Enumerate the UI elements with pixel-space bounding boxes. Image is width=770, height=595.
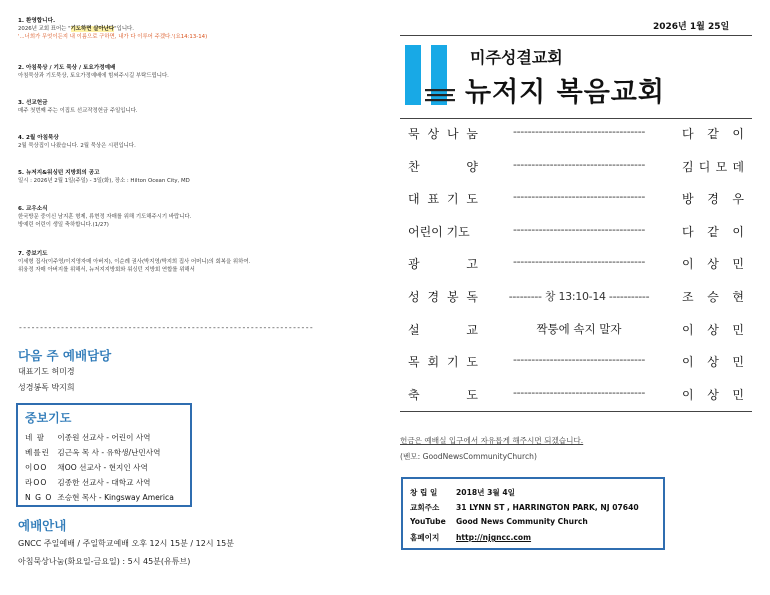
text-run: 위융정 자매 아버지를 위해서, 뉴저지지방회와 워싱턴 지방회 연합를 위해서 [18,267,195,273]
info-key: YouTube [410,517,446,526]
announcement-title: 7. 중보기도 [18,251,48,257]
info-key: 창 립 일 [410,488,438,497]
order-top-rule [400,118,752,119]
intercession-row [25,447,160,458]
info-row-address [410,502,639,513]
order-row [400,220,752,246]
text-run: "입니다. [114,26,134,32]
announcement-item [18,134,348,150]
order-dotted-leader: ------------------------------------ [512,222,646,236]
announcement-text [18,266,348,274]
sermon-title: 짝퉁에 속지 말자 [536,321,622,336]
announcement-text [18,142,348,150]
order-person: 이 상 민 [682,257,744,272]
section-divider: ---------------------------------------------------------------------- [18,323,314,332]
worship-info-line: 아침묵상나눔(화요일-금요일) : 5시 45분(유튜브) [18,557,191,566]
next-week-line: 성경봉독 박지희 [18,383,75,392]
intercession-text: 김근옥 목 사 - 유학생/난민사역 [57,448,161,457]
announcement-text [18,107,348,115]
info-row-founded [410,487,515,498]
order-person: 이 상 민 [682,387,744,402]
order-dotted-leader: ------------------------------------ [512,190,646,204]
church-info-box [401,477,665,550]
order-role: 묵 상 나 눔 [408,127,478,141]
order-row [400,187,752,213]
order-person: 이 상 민 [682,322,744,337]
order-role: 성 경 봉 독 [408,290,478,304]
order-dotted-leader: ------------------------------------ [512,385,646,399]
order-dotted-leader: ------------------------------------ [512,255,646,269]
offering-note: 헌금은 예배실 입구에서 자유롭게 해주시면 되겠습니다. [400,436,584,445]
order-role: 광 고 [408,257,478,272]
info-row-youtube [410,517,588,526]
text-run: 2월 묵상집이 나왔습니다. 2월 묵상은 시편입니다. [18,143,136,149]
text-run: 일시 : 2026년 2월 1일(주일) - 3일(화), 장소 : Hilton Ocean City, MD [18,178,190,184]
bulletin-date: 2026년 1월 25일 [653,22,730,32]
announcement-item [18,169,348,185]
intercession-box [16,403,192,507]
intercession-row [25,462,148,473]
text-run: 아침묵상과 기도묵상, 토요가정예배에 힘써주시길 부탁드립니다. [18,73,169,79]
intercession-region: 라OO [25,478,48,487]
announcement-title: 1. 환영합니다. [18,18,56,24]
announcement-text [18,213,348,221]
order-person: 방 경 우 [682,192,744,207]
announcement-title: 4. 2월 아침묵상 [18,135,59,141]
order-role: 설 교 [408,322,478,337]
intercession-text: 김종한 선교사 - 대학교 사역 [57,478,151,487]
intercession-text: 채OO 선교사 - 현지인 사역 [57,463,148,472]
header-rule [400,35,752,36]
order-role: 축 도 [408,387,478,402]
announcement-text [18,72,348,80]
church-name: 뉴저지 복음교회 [465,77,665,108]
order-row [400,318,752,344]
info-key: 홈페이지 [410,533,440,542]
order-row [400,383,752,409]
order-row [400,155,752,181]
intercession-text: 이종원 선교사 - 어린이 사역 [57,433,151,442]
church-motto: 기도하면 살아난다 [70,26,115,32]
next-week-title: 다음 주 예배담당 [18,348,112,363]
order-bottom-rule [400,411,752,412]
text-run: 이세형 집사(이주영/이지영자매 아버지), 이순례 권사(박지영/박지희 집사 어머니)의 회복을 위하여. [18,259,251,265]
announcement-title: 6. 교우소식 [18,206,48,212]
worship-info-title: 예배안내 [18,518,67,533]
order-dotted-leader: ------------------------------------ [512,125,646,138]
order-role: 찬 양 [408,159,478,174]
intercession-row [25,477,151,488]
info-value: 31 LYNN ST , HARRINGTON PARK, NJ 07640 [456,503,639,512]
order-person: 다 같 이 [682,127,744,141]
worship-info-line: GNCC 주일예배 / 주일학교예배 오후 12시 15분 / 12시 15분 [18,539,234,548]
order-person: 조 승 현 [682,290,744,304]
order-role: 목 회 기 도 [408,355,478,370]
announcement-item [18,205,348,229]
announcement-item [18,64,348,80]
order-person: 다 같 이 [682,224,744,239]
order-person: 김 디 모 데 [682,159,744,174]
announcement-text [18,177,348,185]
text-run: 매주 첫번째 주는 이집트 선교작정헌금 주일입니다. [18,108,138,114]
intercession-region: N G O [25,493,53,502]
info-key: 교회주소 [410,503,440,512]
intercession-row [25,432,151,443]
info-value: Good News Community Church [456,517,588,526]
announcement-title: 3. 선교헌금 [18,100,48,106]
intercession-region: 네 팔 [25,433,46,442]
text-run: 한국방문 중이신 남지훈 형제, 류현정 자매를 위해 기도해주시기 바랍니다. [18,214,192,220]
next-week-line: 대표기도 허미경 [18,367,75,376]
order-dotted-leader: ------------------------------------ [512,353,646,367]
order-row [400,285,752,311]
denomination-name: 미주성결교회 [470,48,563,67]
announcement-text [18,221,348,229]
intercession-region: 이OO [25,463,48,472]
order-row [400,350,752,376]
announcement-text [18,25,348,33]
announcement-title: 5. 뉴저지&워싱턴 지방회의 공고 [18,170,100,176]
text-run: 방예린 어린이 생일 축하합니다.(1/27) [18,222,109,228]
announcement-item [18,99,348,115]
order-role: 대 표 기 도 [408,192,478,207]
venmo-note: (벤모: GoodNewsCommunityChurch) [400,452,537,461]
order-person: 이 상 민 [682,355,744,370]
text-run: '...너희가 무엇이든지 내 이름으로 구하면, 내가 다 이루어 주겠다.'(요14:13-14) [18,34,208,40]
order-row [400,122,752,148]
announcement-title: 2. 아침묵상 / 기도 묵상 / 토요가정예배 [18,65,116,71]
intercession-title: 중보기도 [25,411,72,425]
intercession-text: 조승현 목사 - Kingsway America [57,493,174,502]
order-dotted-leader: ------------------------------------ [512,157,646,171]
intercession-row [25,492,174,503]
info-value: 2018년 3월 4일 [456,488,515,497]
order-role: 어린이 기도 [408,224,470,239]
order-dotted-leader: --------- 창 13:10-14 ----------- [508,290,650,303]
announcement-item [18,17,348,41]
church-logo-icon [405,45,462,105]
info-row-homepage [410,532,531,543]
text-run: 2026년 교회 표어는 " [18,26,71,32]
announcement-item [18,250,348,274]
announcement-text [18,258,348,266]
intercession-region: 베를린 [25,448,51,457]
homepage-link[interactable]: http://njgncc.com [456,533,532,542]
order-row [400,252,752,278]
scripture-verse [18,33,348,41]
